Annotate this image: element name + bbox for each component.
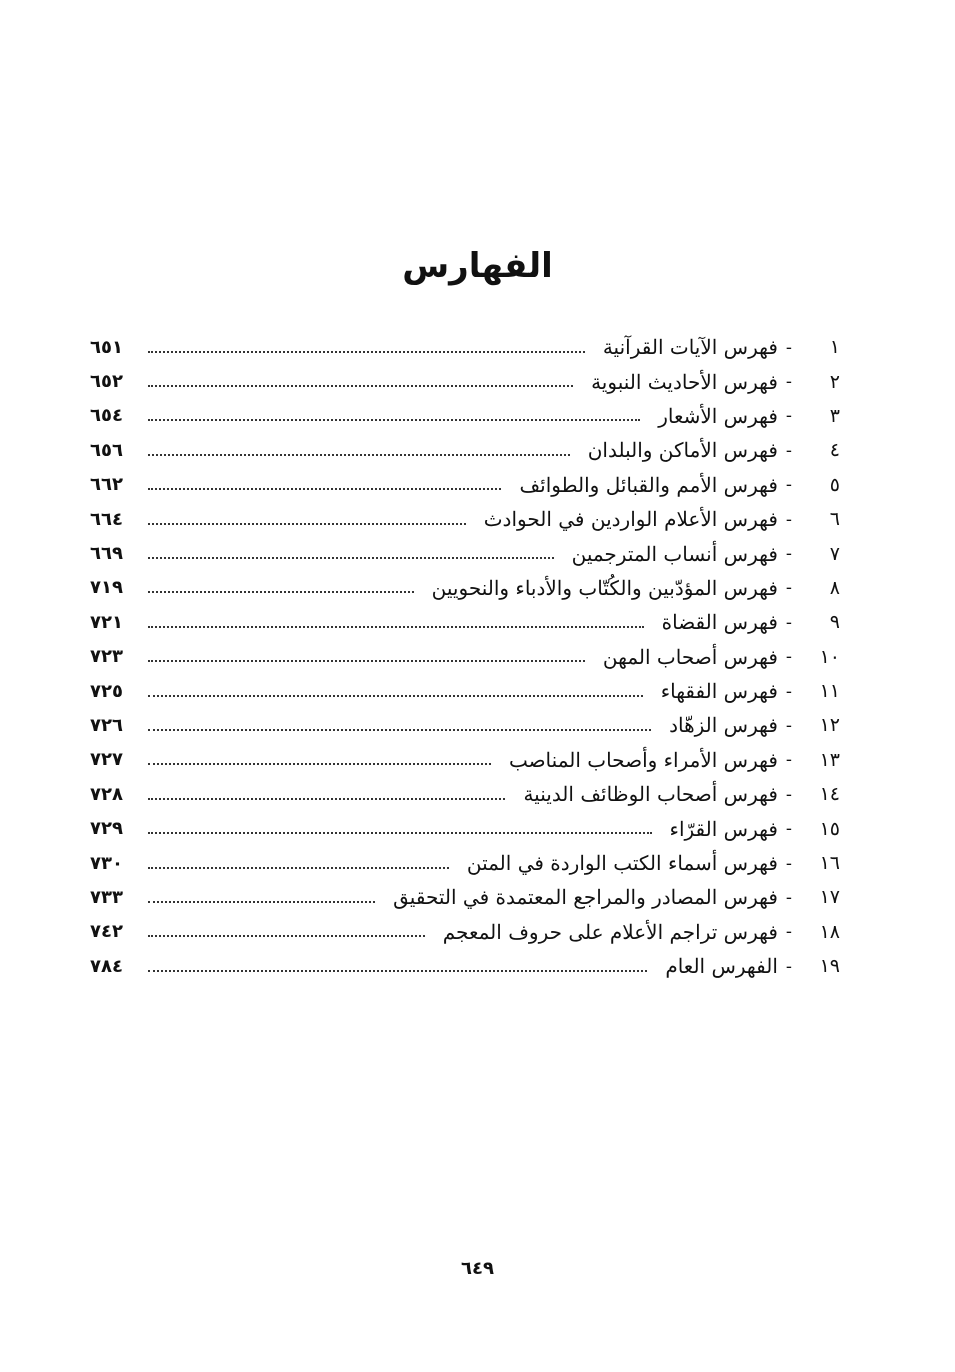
entry-page-number: ٧٨٤ xyxy=(90,955,123,977)
entry-number: ١١ xyxy=(819,680,840,703)
table-of-contents xyxy=(90,330,840,983)
entry-separator: - xyxy=(785,543,792,565)
entry-number: ١٧ xyxy=(819,886,840,909)
toc-entry xyxy=(90,674,840,708)
entry-separator: - xyxy=(785,646,792,668)
entry-label: فهرس الأماكن والبلدان xyxy=(587,438,778,463)
entry-separator: - xyxy=(785,852,792,874)
dot-leader xyxy=(148,900,375,903)
entry-separator: - xyxy=(785,818,792,840)
toc-entry xyxy=(90,399,840,433)
entry-page-number: ٧٢١ xyxy=(90,611,123,633)
entry-page-number: ٧١٩ xyxy=(90,577,123,599)
entry-page-number: ٦٦٤ xyxy=(90,508,123,530)
entry-label: فهرس المصادر والمراجع المعتمدة في التحقيق xyxy=(393,885,778,910)
toc-entry xyxy=(90,811,840,845)
entry-label: الفهرس العام xyxy=(665,954,778,979)
dot-leader xyxy=(148,590,414,593)
entry-label: فهرس الزهّاد xyxy=(669,713,778,738)
toc-entry xyxy=(90,502,840,536)
dot-leader xyxy=(148,866,449,869)
entry-label: فهرس أصحاب المهن xyxy=(602,644,778,669)
dot-leader xyxy=(148,384,573,387)
toc-entry xyxy=(90,364,840,398)
entry-page-number: ٦٥١ xyxy=(90,336,123,358)
toc-entry xyxy=(90,468,840,502)
entry-separator: - xyxy=(785,749,792,771)
entry-page-number: ٦٥٢ xyxy=(90,371,123,393)
toc-entry xyxy=(90,640,840,674)
entry-separator: - xyxy=(785,474,792,496)
dot-leader xyxy=(148,487,501,490)
entry-label: فهرس أسماء الكتب الواردة في المتن xyxy=(466,851,778,876)
entry-number: ١٦ xyxy=(819,852,840,875)
entry-page-number: ٧٢٧ xyxy=(90,749,123,771)
dot-leader xyxy=(148,453,570,456)
toc-entry xyxy=(90,571,840,605)
entry-separator: - xyxy=(785,955,792,977)
toc-entry xyxy=(90,536,840,570)
entry-page-number: ٧٣٠ xyxy=(90,852,123,874)
dot-leader xyxy=(148,831,652,834)
entry-label: فهرس أنساب المترجمين xyxy=(571,541,778,566)
entry-number: ٨ xyxy=(829,576,840,599)
entry-page-number: ٧٢٥ xyxy=(90,680,123,702)
entry-number: ١ xyxy=(829,336,840,359)
entry-page-number: ٦٥٦ xyxy=(90,439,123,461)
page-number: ٦٤٩ xyxy=(461,1258,494,1279)
entry-number: ٦ xyxy=(829,508,840,531)
toc-entry xyxy=(90,330,840,364)
entry-separator: - xyxy=(785,371,792,393)
toc-entry xyxy=(90,708,840,742)
entry-separator: - xyxy=(785,783,792,805)
toc-entry xyxy=(90,743,840,777)
dot-leader xyxy=(148,522,466,525)
entry-number: ١٣ xyxy=(819,748,840,771)
entry-separator: - xyxy=(785,577,792,599)
toc-entry xyxy=(90,949,840,983)
toc-entry xyxy=(90,880,840,914)
entry-separator: - xyxy=(785,508,792,530)
entry-label: فهرس القرّاء xyxy=(669,816,778,841)
entry-number: ١٠ xyxy=(819,645,840,668)
entry-label: فهرس القضاة xyxy=(661,610,778,635)
entry-page-number: ٧٢٣ xyxy=(90,646,123,668)
entry-separator: - xyxy=(785,714,792,736)
toc-entry xyxy=(90,846,840,880)
entry-number: ٩ xyxy=(829,611,840,634)
dot-leader xyxy=(148,350,585,353)
entry-number: ١٥ xyxy=(819,817,840,840)
entry-label: فهرس أصحاب الوظائف الدينية xyxy=(523,782,778,807)
toc-entry xyxy=(90,605,840,639)
entry-number: ٢ xyxy=(829,370,840,393)
page-title: الفهارس xyxy=(402,246,553,286)
entry-separator: - xyxy=(785,680,792,702)
entry-separator: - xyxy=(785,439,792,461)
entry-page-number: ٦٦٩ xyxy=(90,543,123,565)
entry-page-number: ٧٢٦ xyxy=(90,714,123,736)
entry-label: فهرس الأمم والقبائل والطوائف xyxy=(519,472,778,497)
entry-page-number: ٧٢٨ xyxy=(90,783,123,805)
toc-entry xyxy=(90,915,840,949)
entry-separator: - xyxy=(785,405,792,427)
dot-leader xyxy=(148,556,554,559)
entry-page-number: ٦٦٢ xyxy=(90,474,123,496)
entry-number: ٥ xyxy=(829,473,840,496)
entry-label: فهرس الأعلام الواردين في الحوادث xyxy=(483,507,778,532)
dot-leader xyxy=(148,625,644,628)
entry-number: ١٨ xyxy=(819,920,840,943)
entry-label: فهرس تراجم الأعلام على حروف المعجم xyxy=(442,919,778,944)
entry-label: فهرس الأشعار xyxy=(658,403,778,428)
entry-label: فهرس الأمراء وأصحاب المناصب xyxy=(508,747,778,772)
dot-leader xyxy=(148,934,425,937)
entry-separator: - xyxy=(785,336,792,358)
entry-label: فهرس الفقهاء xyxy=(660,679,778,704)
dot-leader xyxy=(148,969,647,972)
entry-separator: - xyxy=(785,921,792,943)
entry-number: ٤ xyxy=(829,439,840,462)
entry-page-number: ٧٣٣ xyxy=(90,886,123,908)
entry-number: ١٤ xyxy=(819,783,840,806)
dot-leader xyxy=(148,728,651,731)
entry-label: فهرس المؤدّبين والكُتّاب والأدباء والنحويين xyxy=(431,575,778,600)
entry-label: فهرس الآيات القرآنية xyxy=(602,335,778,360)
entry-page-number: ٧٢٩ xyxy=(90,818,123,840)
entry-separator: - xyxy=(785,886,792,908)
toc-entry xyxy=(90,777,840,811)
toc-entry xyxy=(90,433,840,467)
dot-leader xyxy=(148,659,585,662)
dot-leader xyxy=(148,694,643,697)
entry-label: فهرس الأحاديث النبوية xyxy=(591,369,778,394)
dot-leader xyxy=(148,418,640,421)
entry-page-number: ٦٥٤ xyxy=(90,405,123,427)
entry-number: ١٩ xyxy=(819,955,840,978)
dot-leader xyxy=(148,762,491,765)
entry-page-number: ٧٤٢ xyxy=(90,921,123,943)
entry-number: ٧ xyxy=(829,542,840,565)
entry-separator: - xyxy=(785,611,792,633)
dot-leader xyxy=(148,797,505,800)
entry-number: ٣ xyxy=(829,404,840,427)
entry-number: ١٢ xyxy=(819,714,840,737)
